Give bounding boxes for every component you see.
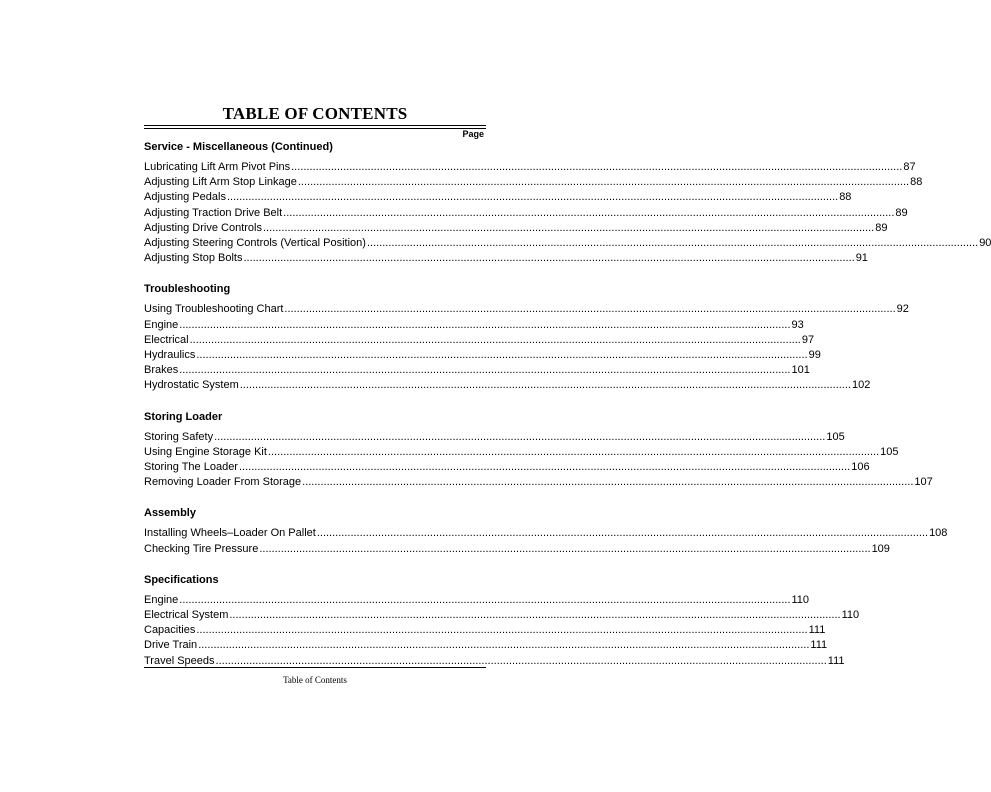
dot-leader: ........................................................................................................................................................................................................	[243, 252, 855, 265]
toc-entry[interactable]	[144, 430, 845, 445]
dot-leader: ........................................................................................................................................................................................................	[263, 221, 875, 234]
entry-label: Drive Train	[144, 639, 198, 652]
entry-page-number: 111	[808, 624, 826, 637]
entry-page-number: 90	[979, 237, 991, 250]
entry-page-number: 97	[801, 333, 815, 346]
section-gap	[144, 490, 462, 506]
entry-page-number: 91	[855, 252, 868, 265]
entry-label: Storing Safety	[144, 430, 214, 443]
entry-label: Capacities	[144, 624, 196, 637]
dot-leader: ........................................................................................................................................................................................................	[239, 379, 851, 392]
toc-entry[interactable]	[144, 363, 810, 378]
dot-leader: ........................................................................................................................................................................................................	[316, 527, 929, 540]
dot-leader: ........................................................................................................................................................................................................	[198, 639, 810, 652]
footer-rule	[144, 667, 486, 668]
section-gap	[144, 266, 462, 282]
dot-leader: ........................................................................................................................................................................................................	[238, 461, 851, 474]
entry-page-number: 108	[929, 527, 948, 540]
section-heading: Storing Loader	[144, 410, 223, 423]
section-gap	[144, 394, 462, 410]
entry-label: Adjusting Steering Controls (Vertical Position)	[144, 237, 366, 250]
toc-entry[interactable]	[144, 221, 888, 236]
entry-page-number: 99	[808, 349, 821, 362]
dot-leader: ........................................................................................................................................................................................................	[226, 191, 839, 204]
entry-page-number: 93	[791, 318, 804, 331]
entry-label: Engine	[144, 318, 179, 331]
entry-page-number: 111	[827, 654, 845, 667]
toc-entry[interactable]	[144, 348, 821, 363]
toc-entry[interactable]	[144, 302, 909, 317]
toc-entry[interactable]	[144, 445, 899, 460]
entry-page-number: 110	[841, 609, 860, 622]
entry-page-number: 89	[895, 206, 908, 219]
entry-page-number: 88	[910, 176, 923, 189]
entry-label: Checking Tire Pressure	[144, 542, 259, 555]
dot-leader: ........................................................................................................................................................................................................	[259, 542, 871, 555]
dot-leader: ........................................................................................................................................................................................................	[302, 476, 914, 489]
toc-entry[interactable]	[144, 542, 890, 557]
toc-entry[interactable]	[144, 206, 908, 221]
dot-leader: ........................................................................................................................................................................................................	[283, 206, 895, 219]
entry-label: Adjusting Lift Arm Stop Linkage	[144, 176, 297, 189]
toc-entry[interactable]	[144, 318, 804, 333]
dot-leader: ........................................................................................................................................................................................................	[179, 593, 791, 606]
dot-leader: ........................................................................................................................................................................................................	[179, 318, 791, 331]
toc-entry[interactable]	[144, 638, 828, 653]
toc-section	[144, 410, 933, 491]
toc-entry[interactable]	[144, 623, 826, 638]
entry-label: Using Engine Storage Kit	[144, 445, 267, 458]
section-gap	[144, 557, 462, 573]
toc-section	[144, 282, 909, 393]
entry-page-number: 111	[810, 639, 828, 652]
toc-entry[interactable]	[144, 460, 870, 475]
toc-section	[144, 573, 860, 669]
toc-entry[interactable]	[144, 608, 860, 623]
page-title: TABLE OF CONTENTS	[222, 104, 408, 123]
title-rule-thin	[144, 128, 486, 129]
entry-label: Hydraulics	[144, 349, 196, 362]
entry-label: Removing Loader From Storage	[144, 476, 302, 489]
toc-entry[interactable]	[144, 190, 852, 205]
toc-entry[interactable]	[144, 593, 810, 608]
entry-page-number: 106	[851, 461, 870, 474]
section-heading: Specifications	[144, 573, 219, 586]
toc-entry[interactable]	[144, 526, 948, 541]
toc-entry[interactable]	[144, 251, 868, 266]
toc-entry[interactable]	[144, 475, 933, 490]
toc-body	[144, 140, 991, 669]
entry-label: Brakes	[144, 364, 179, 377]
section-heading: Assembly	[144, 507, 196, 520]
entry-page-number: 101	[791, 364, 810, 377]
section-heading: Troubleshooting	[144, 283, 231, 296]
dot-leader: ........................................................................................................................................................................................................	[214, 430, 826, 443]
toc-entry[interactable]	[144, 175, 923, 190]
entry-label: Adjusting Stop Bolts	[144, 252, 243, 265]
dot-leader: ........................................................................................................................................................................................................	[215, 654, 827, 667]
entry-label: Electrical	[144, 333, 189, 346]
dot-leader: ........................................................................................................................................................................................................	[196, 349, 808, 362]
toc-entry[interactable]	[144, 333, 815, 348]
entry-page-number: 92	[896, 303, 909, 316]
toc-entry[interactable]	[144, 236, 991, 251]
entry-page-number: 107	[914, 476, 933, 489]
entry-page-number: 105	[880, 445, 899, 458]
entry-label: Adjusting Pedals	[144, 191, 226, 204]
entry-label: Adjusting Traction Drive Belt	[144, 206, 283, 219]
toc-entry[interactable]	[144, 160, 916, 175]
dot-leader: ........................................................................................................................................................................................................	[179, 364, 791, 377]
entry-page-number: 109	[871, 542, 890, 555]
dot-leader: ........................................................................................................................................................................................................	[196, 624, 808, 637]
dot-leader: ........................................................................................................................................................................................................	[229, 609, 841, 622]
entry-page-number: 102	[851, 379, 871, 392]
entry-label: Engine	[144, 593, 179, 606]
dot-leader: ........................................................................................................................................................................................................	[297, 176, 910, 189]
dot-leader: ........................................................................................................................................................................................................	[366, 237, 979, 250]
toc-section	[144, 506, 948, 556]
dot-leader: ........................................................................................................................................................................................................	[267, 445, 880, 458]
page-column-header: Page	[462, 129, 484, 139]
entry-label: Travel Speeds	[144, 654, 215, 667]
entry-page-number: 88	[839, 191, 852, 204]
entry-page-number: 110	[791, 593, 810, 606]
entry-page-number: 89	[875, 221, 888, 234]
toc-entry[interactable]	[144, 378, 871, 393]
entry-label: Electrical System	[144, 609, 229, 622]
toc-section	[144, 140, 991, 266]
entry-label: Storing The Loader	[144, 461, 238, 474]
entry-label: Installing Wheels–Loader On Pallet	[144, 527, 316, 540]
dot-leader: ........................................................................................................................................................................................................	[189, 333, 801, 346]
dot-leader: ........................................................................................................................................................................................................	[291, 161, 903, 173]
page-footer: Table of Contents	[283, 675, 347, 685]
dot-leader: ........................................................................................................................................................................................................	[284, 303, 896, 316]
entry-label: Adjusting Drive Controls	[144, 221, 262, 234]
entry-label: Lubricating Lift Arm Pivot Pins	[144, 161, 291, 173]
entry-page-number: 105	[826, 430, 845, 443]
section-heading: Service - Miscellaneous (Continued)	[144, 141, 333, 153]
title-rule	[144, 125, 486, 126]
entry-label: Using Troubleshooting Chart	[144, 303, 284, 316]
entry-page-number: 87	[903, 161, 916, 173]
entry-label: Hydrostatic System	[144, 379, 239, 392]
